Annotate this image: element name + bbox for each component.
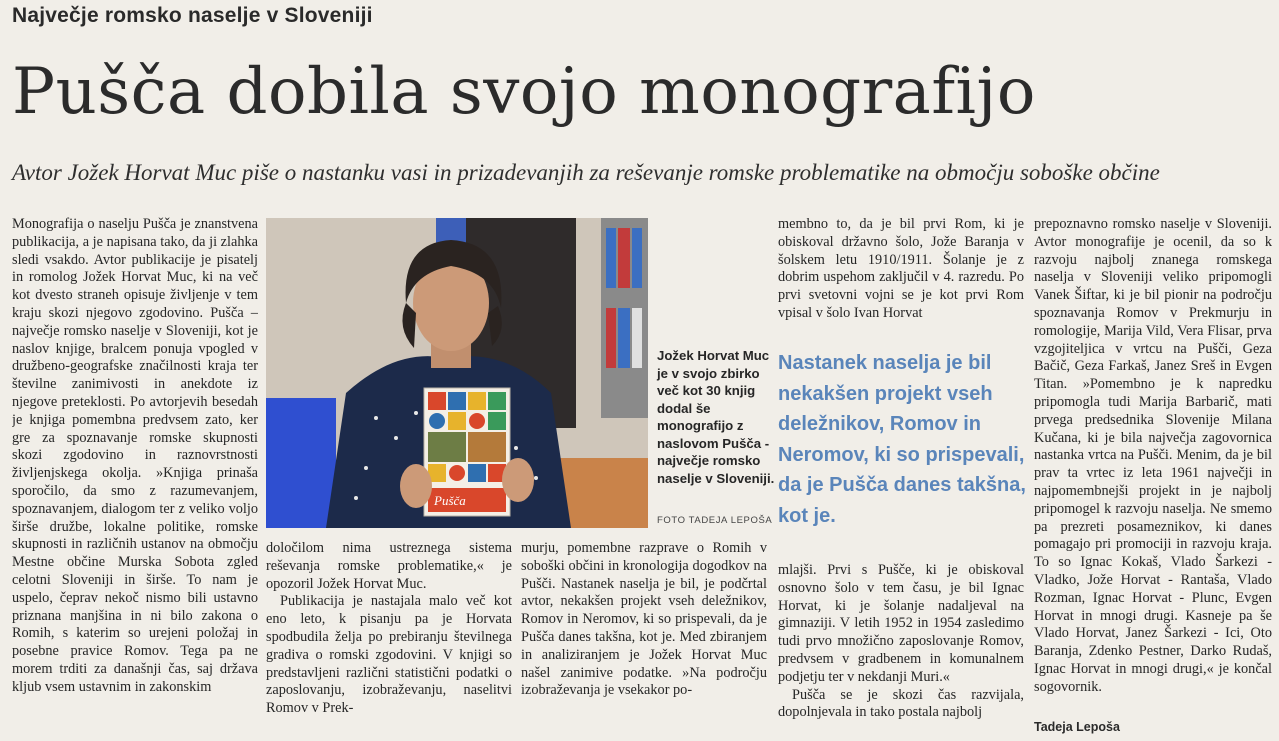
paragraph: mlajši. Prvi s Pušče, ki je obiskoval osnovno šolo v tem času, je bil Ignac Horvat, ki je šolanje nadaljeval na gimnaziji. V letih 1952 in 1954 zasledimo tudi prvo množično zaposlovanje Romov, predvsem v gradbenem in komunalnem podjetju ter v nekdanji Muri.« <box>778 562 1024 685</box>
column-4-bottom <box>778 562 1024 741</box>
subheadline: Avtor Jožek Horvat Muc piše o nastanku vasi in prizadevanjih za reševanje romske problematike na območju soboške občine <box>12 160 1160 185</box>
paragraph: membno to, da je bil prvi Rom, ki je obiskoval državno šolo, Jože Baranja v šolskem letu 1910/1911. Šolanje je z dobrim uspehom zaključil v 4. razredu. Po prvi svetovni vojni se je kot prvi Rom vpisal v šolo Ivan Horvat <box>778 216 1024 321</box>
pull-quote: Nastanek naselja je bil nekakšen projekt vseh deležnikov, Romov in Neromov, ki so prispevali, da je Pušča danes takšna, kot je. <box>778 352 1026 527</box>
photo-caption: Jožek Horvat Muc je v svojo zbirko več kot 30 knjig dodal še monografijo z naslovom Pušča - največje romsko naselje v Sloveniji. <box>657 348 775 486</box>
photo-credit: FOTO TADEJA LEPOŠA <box>657 515 773 526</box>
headline: Pušča dobila svojo monografijo <box>12 55 1036 129</box>
photo-scene <box>266 218 648 528</box>
paragraph: murju, pomembne razprave o Romih v soboški občini in kronologija dogodkov na Pušči. Nastanek naselja je bil, je podčrtal avtor, nekakšen projekt vseh deležnikov, Romov in Neromov, ki so prispevali, da je Pušča danes takšna, kot je. Med zbiranjem in analiziranjem je Jožek Horvat Muc našel zanimive podatke. »Na področju izobraževanja je vsekakor po- <box>521 540 767 699</box>
paragraph: Pušča se je skozi čas razvijala, dopolnjevala in tako postala najbolj <box>778 686 1024 721</box>
byline: Tadeja Lepoša <box>1034 720 1120 734</box>
left-hand <box>400 464 432 508</box>
column-5 <box>1034 216 1272 718</box>
author-photo <box>266 218 648 528</box>
book-title: Pušča <box>434 493 466 508</box>
paragraph: Monografija o naselju Pušča je znanstvena publikacija, a je napisana tako, da ji zlahka sledi vsakdo. Avtor publikacije je pisatelj in romolog Jožek Horvat Muc, ki na več kot dvesto straneh opisuje življenje v tem kraju skozi njegovo zgodovino. Pušča – največje romsko naselje v Sloveniji, kot je naslov knjige, bralcem ponuja vpogled v družbeno-geografske značilnosti kraja ter številne zanimivosti in anekdote iz njegove preteklosti. Po avtorjevih besedah je knjiga pomembna predvsem zato, ker gre za spoznavanje romske skupnosti skozi zgodovino in raznovrstnosti življenjskega okolja. »Knjiga prinaša sporočilo, da smo z razumevanjem, spoznavanjem, dialogom ter z veliko voljo širše družbe, lokalne politike, romske skupnosti in različnih ustanov na območju Mestne občine Murska Sobota zgled celotni Sloveniji in širše. To nam je uspelo, čeprav nekoč nismo bili ustavno priznana manjšina in ni bilo zakona o Romih, s katerim so urejeni položaj in posebne pravice Romov. Tega pa ne morem trditi za današnji čas, saj država kljub vsem ustavnim in zakonskim <box>12 216 258 695</box>
column-1 <box>12 216 258 741</box>
paragraph: prepoznavno romsko naselje v Sloveniji. Avtor monografije je ocenil, da so k razvoju najbolj znanega romskega naselja v Sloveniji veliko pripomogli Vanek Šiftar, ki je bil pionir na področju spoznavanja Romov v Prekmurju in romologije, Marija Vild, Vera Flisar, prva vzgojiteljica v vrtcu na Pušči, Geza Bačič, Geza Farkaš, Janez Sreš in Evgen Titan. »Pomembno je k napredku pripomogla tudi Marija Barbarič, mati prvega predsednika Slovenije Milana Kučana, ki je bila največja zagovornica nastanka vrtca na Pušči. Menim, da je bil prav ta vrtec iz leta 1961 največji in najpomembnejši projekt in je najbolj pripomogel k razvoju naselja. Ne smemo pa prezreti posameznikov, ki danes pomagajo pri promociji in razvoju kraja. To so Ignac Kokaš, Vlado Šarkezi - Vladko, Jože Horvat - Rantaša, Vlado Rozman, Ignac Horvat - Plunc, Evgen Horvat in mnogi drugi. Kasneje pa še Vlado Horvat, Janez Šarkezi - Ici, Oto Baranja, Zdenko Pestner, Darko Rudaš, Ignac Horvat in mnogi drugi,« je končal sogovornik. <box>1034 216 1272 695</box>
right-hand <box>502 458 534 502</box>
column-2 <box>266 540 512 741</box>
paragraph: določilom nima ustreznega sistema reševanja romske problematike,« je opozoril Jožek Horvat Muc. <box>266 540 512 592</box>
section-kicker: Največje romsko naselje v Sloveniji <box>12 4 373 27</box>
column-3 <box>521 540 767 741</box>
blue-chair <box>266 398 336 528</box>
paragraph: Publikacija je nastajala malo več kot eno leto, k pisanju pa je Horvata spodbudila želja po prebiranju številnega gradiva o romski zgodovini. V knjigi so predstavljeni različni statistični podatki o zaposlovanju, izobraževanju, naselitvi Romov v Prek- <box>266 593 512 717</box>
column-4-top <box>778 216 1024 342</box>
